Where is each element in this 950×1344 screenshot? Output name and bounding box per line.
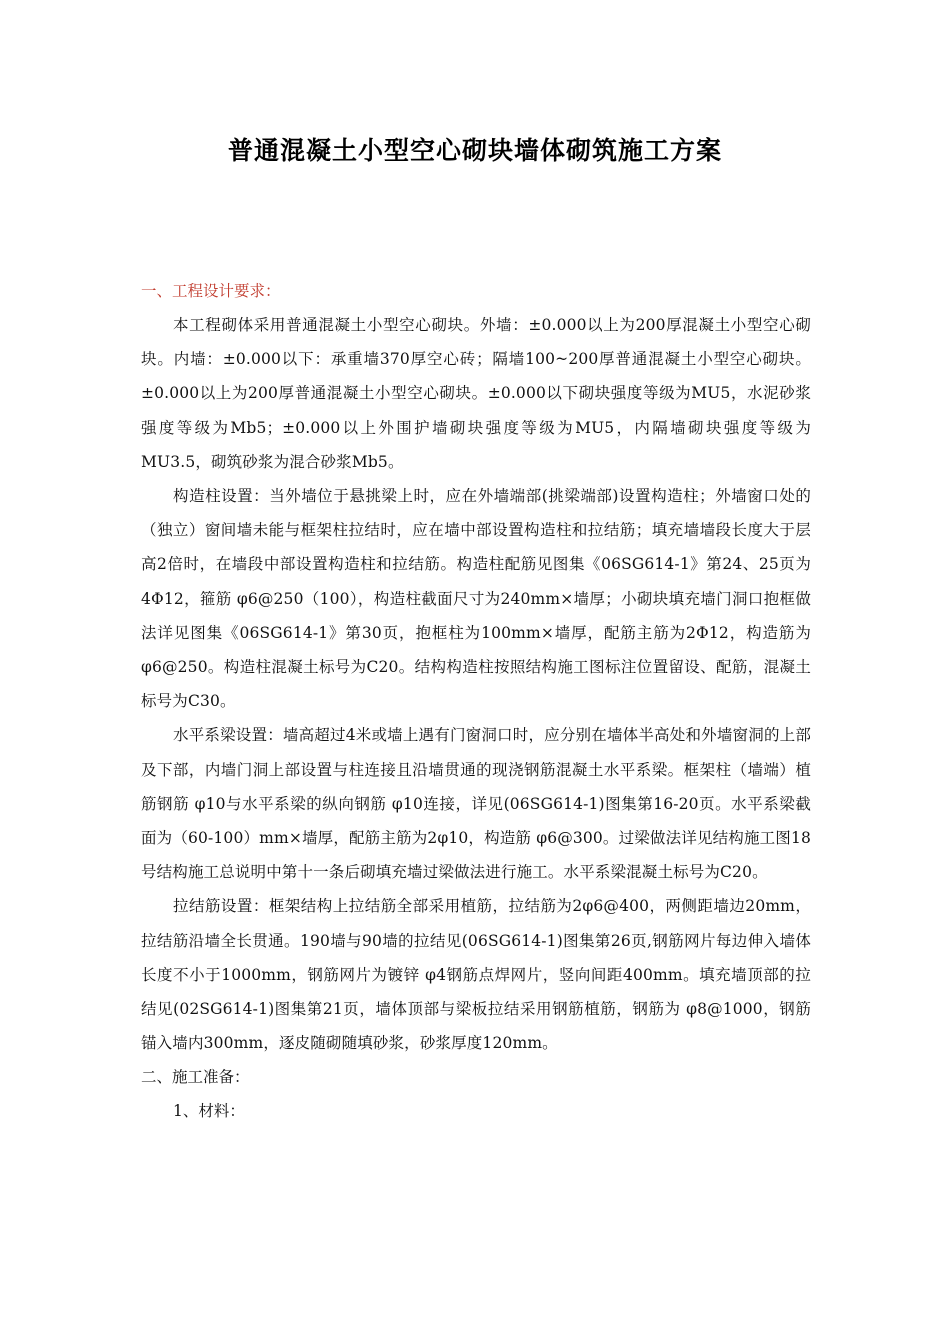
section-heading-construction-preparation: 二、施工准备：: [141, 1068, 250, 1087]
paragraph-horizontal-tie-beams: 水平系梁设置：墙高超过4米或墙上遇有门窗洞口时，应分别在墙体半高处和外墙窗洞的上部及下部，内墙门洞上部设置与柱连接且沿墙贯通的现浇钢筋混凝土水平系梁。框架柱（墙端）植筋钢筋 φ10与水平系梁的纵向钢筋 φ10连接，详见(06SG614-1)图集第16-20页。水平系梁截面为（60-100）mm×墙厚，配筋主筋为2φ10，构造筋 φ6@300。过梁做法详见结构施工图18号结构施工总说明中第十一条后砌填充墙过梁做法进行施工。水平系梁混凝土标号为C20。: [141, 726, 811, 882]
paragraph-constructional-columns: 构造柱设置：当外墙位于悬挑梁上时，应在外墙端部(挑梁端部)设置构造柱；外墙窗口处的（独立）窗间墙未能与框架柱拉结时，应在墙中部设置构造柱和拉结筋；填充墙墙段长度大于层高2倍时，在墙段中部设置构造柱和拉结筋。构造柱配筋见图集《06SG614-1》第24、25页为4Φ12，箍筋 φ6@250（100），构造柱截面尺寸为240mm×墙厚；小砌块填充墙门洞口抱框做法详见图集《06SG614-1》第30页，抱框柱为100mm×墙厚，配筋主筋为2Φ12，构造筋为φ6@250。构造柱混凝土标号为C20。结构构造柱按照结构施工图标注位置留设、配筋，混凝土标号为C30。: [141, 487, 811, 711]
document-body: [141, 274, 811, 1128]
paragraph-tie-bars: 拉结筋设置：框架结构上拉结筋全部采用植筋，拉结筋为2φ6@400，两侧距墙边20mm，拉结筋沿墙全长贯通。190墙与90墙的拉结见(06SG614-1)图集第26页,钢筋网片每边伸入墙体长度不小于1000mm，钢筋网片为镀锌 φ4钢筋点焊网片，竖向间距400mm。填充墙顶部的拉结见(02SG614-1)图集第21页，墙体顶部与梁板拉结采用钢筋植筋，钢筋为 φ8@1000，钢筋锚入墙内300mm，逐皮随砌随填砂浆，砂浆厚度120mm。: [141, 897, 811, 1053]
subheading-materials: 1、材料：: [173, 1102, 245, 1121]
paragraph-masonry-materials: 本工程砌体采用普通混凝土小型空心砌块。外墙：±0.000以上为200厚混凝土小型空心砌块。内墙：±0.000以下：承重墙370厚空心砖；隔墙100~200厚普通混凝土小型空心砌块。±0.000以上为200厚普通混凝土小型空心砌块。±0.000以下砌块强度等级为MU5，水泥砂浆强度等级为Mb5；±0.000以上外围护墙砌块强度等级为MU5，内隔墙砌块强度等级为MU3.5，砌筑砂浆为混合砂浆Mb5。: [141, 316, 811, 471]
section-heading-design-requirements: 一、工程设计要求：: [141, 282, 281, 300]
document-title: 普通混凝土小型空心砌块墙体砌筑施工方案: [227, 136, 722, 165]
